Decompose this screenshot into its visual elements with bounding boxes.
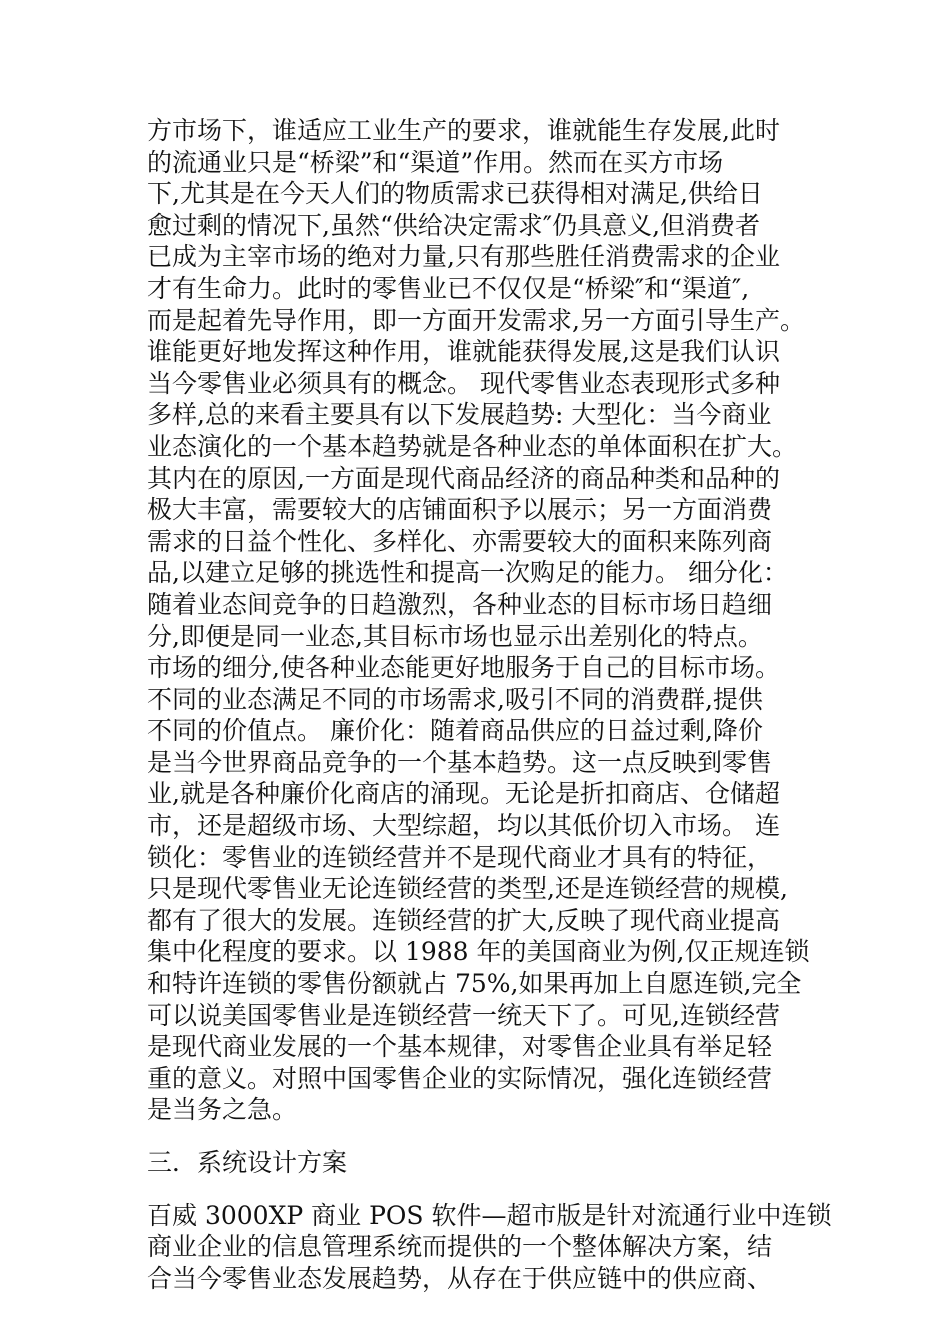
text-line: 可以说美国零售业是连锁经营一统天下了。可见,连锁经营 (147, 1000, 780, 1030)
text-line: 其内在的原因,一方面是现代商品经济的商品种类和品种的 (147, 463, 780, 493)
text-line: 而是起着先导作用，即一方面开发需求,另一方面引导生产。 (147, 305, 805, 335)
text-line: 不同的业态满足不同的市场需求,吸引不同的消费群,提供 (147, 684, 763, 714)
text-line: 方市场下，谁适应工业生产的要求，谁就能生存发展,此时 (147, 116, 780, 145)
text-line: 已成为主宰市场的绝对力量,只有那些胜任消费需求的企业 (147, 242, 780, 272)
text-line: 业,就是各种廉价化商店的涌现。无论是折扣商店、仓储超 (147, 779, 780, 809)
document-body (147, 115, 832, 1294)
text-line: 重的意义。对照中国零售企业的实际情况，强化连锁经营 (147, 1063, 773, 1093)
text-line: 和特许连锁的零售份额就占 75%,如果再加上自愿连锁,完全 (147, 969, 802, 999)
text-line: 愈过剩的情况下,虽然“供给决定需求″仍具意义,但消费者 (147, 210, 761, 240)
paragraph-retail-trends (147, 115, 812, 1126)
text-line: 极大丰富，需要较大的店铺面积予以展示；另一方面消费 (147, 495, 773, 525)
text-line: 市，还是超级市场、大型综超，均以其低价切入市场。 连 (147, 811, 780, 841)
text-line: 只是现代零售业无论连锁经营的类型,还是连锁经营的规模, (147, 874, 788, 904)
text-line: 的流通业只是“桥梁”和“渠道”作用。然而在买方市场 (147, 147, 724, 177)
section-heading: 三．系统设计方案 (147, 1148, 348, 1177)
text-line: 市场的细分,使各种业态能更好地服务于自己的目标市场。 (147, 653, 780, 683)
text-line: 品,以建立足够的挑选性和提高一次购足的能力。 细分化： (147, 558, 788, 588)
text-line: 锁化：零售业的连锁经营并不是现代商业才具有的特征， (147, 842, 773, 872)
text-line: 是当务之急。 (147, 1095, 298, 1125)
text-line: 集中化程度的要求。以 1988 年的美国商业为例,仅正规连锁 (147, 937, 810, 967)
text-line: 是当今世界商品竞争的一个基本趋势。这一点反映到零售 (147, 747, 773, 777)
text-line: 是现代商业发展的一个基本规律，对零售企业具有举足轻 (147, 1032, 773, 1062)
text-line: 合当今零售业态发展趋势，从存在于供应链中的供应商、 (147, 1263, 773, 1293)
text-line: 当今零售业必须具有的概念。 现代零售业态表现形式多种 (147, 368, 780, 398)
text-line: 下,尤其是在今天人们的物质需求已获得相对满足,供给日 (147, 179, 763, 209)
text-line: 百威 3000XP 商业 POS 软件—超市版是针对流通行业中连锁 (147, 1200, 832, 1230)
text-line: 都有了很大的发展。连锁经营的扩大,反映了现代商业提高 (147, 905, 780, 935)
text-line: 才有生命力。此时的零售业已不仅仅是“桥梁″和“渠道″, (147, 273, 750, 303)
text-line: 随着业态间竞争的日趋激烈，各种业态的目标市场日趋细 (147, 589, 773, 619)
text-line: 商业企业的信息管理系统而提供的一个整体解决方案，结 (147, 1232, 773, 1262)
text-line: 需求的日益个性化、多样化、亦需要较大的面积来陈列商 (147, 526, 773, 556)
text-line: 谁能更好地发挥这种作用，谁就能获得发展,这是我们认识 (147, 337, 780, 367)
text-line: 多样,总的来看主要具有以下发展趋势: 大型化：当今商业 (147, 400, 772, 430)
text-line: 分,即便是同一业态,其目标市场也显示出差别化的特点。 (147, 621, 763, 651)
text-line: 不同的价值点。 廉价化：随着商品供应的日益过剩,降价 (147, 716, 763, 746)
text-line: 业态演化的一个基本趋势就是各种业态的单体面积在扩大。 (147, 431, 798, 461)
paragraph-system-design (147, 1200, 832, 1295)
